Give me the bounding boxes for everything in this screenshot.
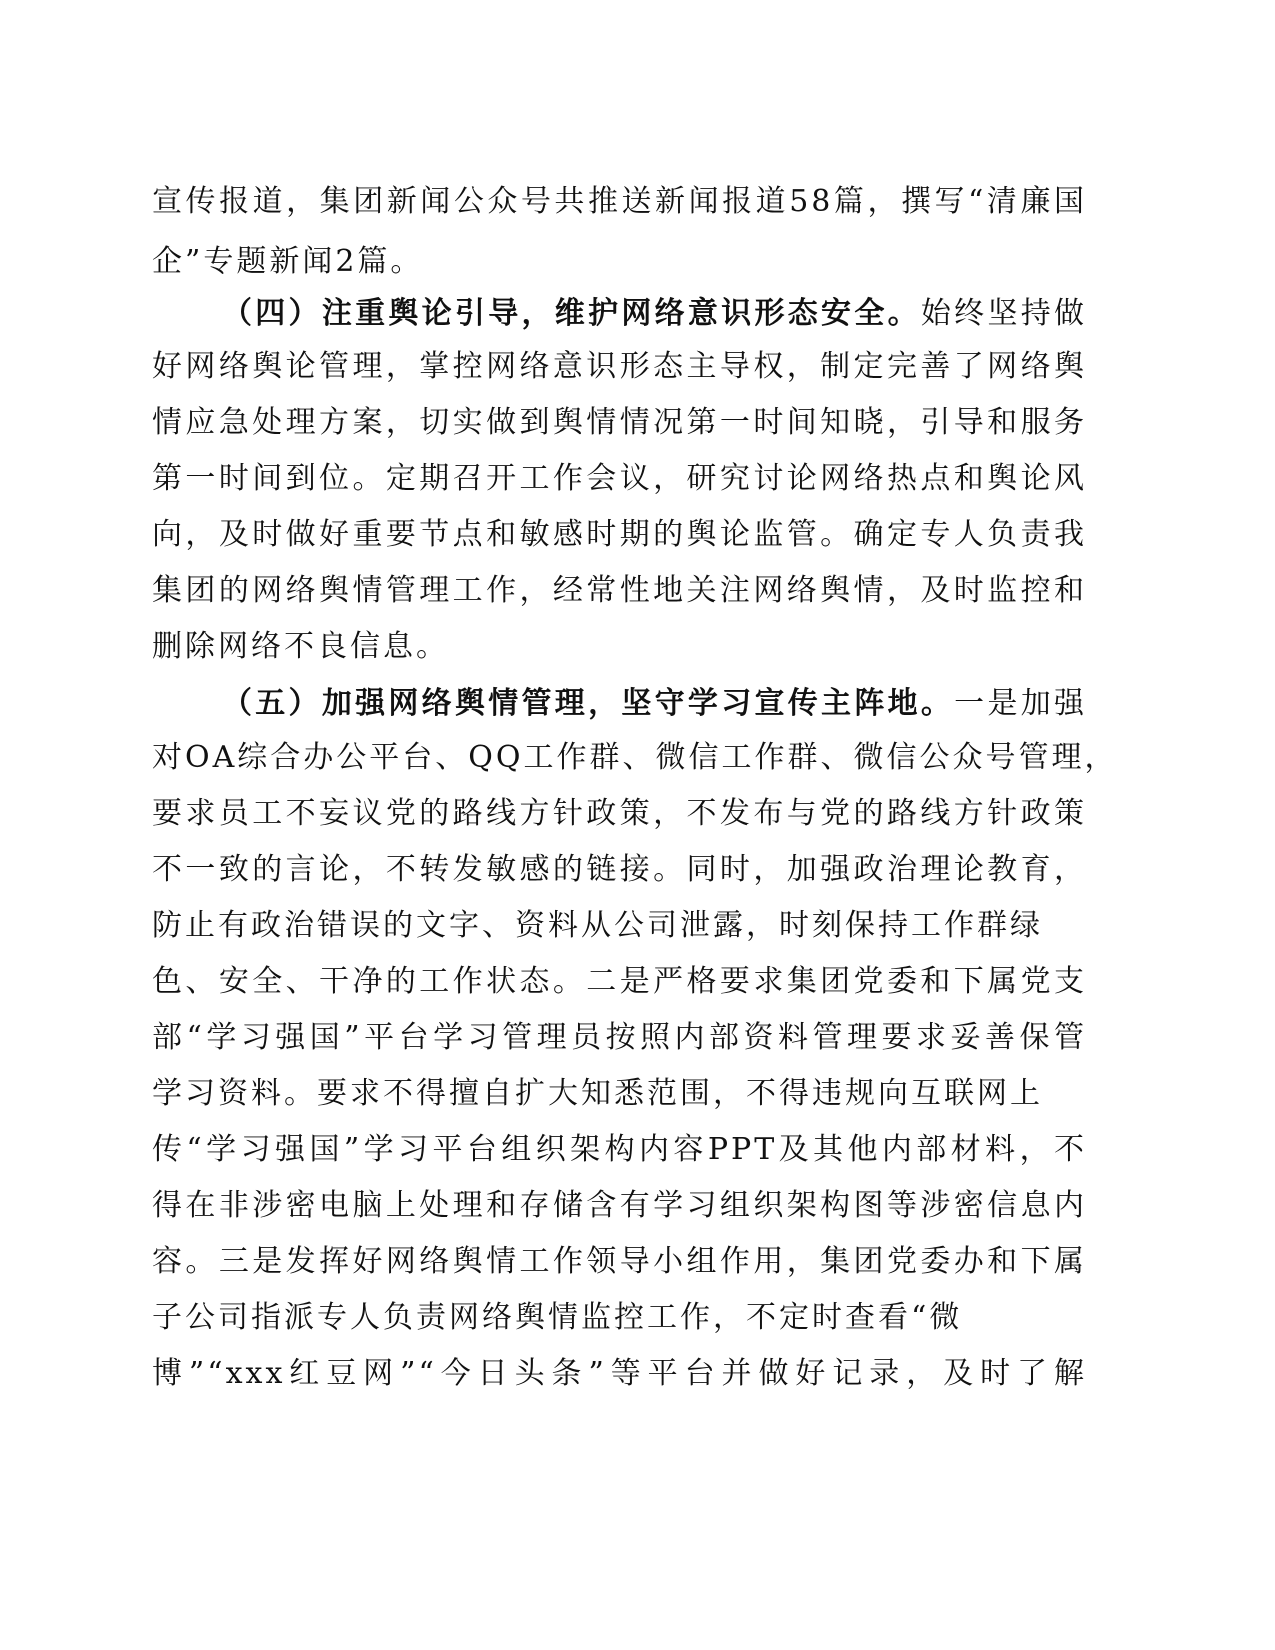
- section-5-first-line: [222, 674, 1087, 734]
- body-line: 集团的网络舆情管理工作，经常性地关注网络舆情，及时监控和: [152, 573, 1087, 608]
- body-line: 删除网络不良信息。: [152, 629, 449, 664]
- body-line: 不一致的言论，不转发敏感的链接。同时，加强政治理论教育，: [152, 852, 1087, 887]
- body-line: 向，及时做好重要节点和敏感时期的舆论监管。确定专人负责我: [152, 517, 1087, 552]
- body-line: 企”专题新闻2篇。: [152, 244, 424, 279]
- body-line: 传“学习强国”学习平台组织架构内容PPT及其他内部材料，不: [152, 1132, 1087, 1167]
- section-5-heading: （五）加强网络舆情管理，坚守学习宣传主阵地。: [222, 686, 955, 721]
- body-line: 色、安全、干净的工作状态。二是严格要求集团党委和下属党支: [152, 964, 1087, 999]
- body-line: 得在非涉密电脑上处理和存储含有学习组织架构图等涉密信息内: [152, 1188, 1087, 1223]
- body-line: 部“学习强国”平台学习管理员按照内部资料管理要求妥善保管: [152, 1020, 1087, 1055]
- section-4-heading: （四）注重舆论引导，维护网络意识形态安全。: [222, 296, 921, 331]
- body-line: 要求员工不妄议党的路线方针政策，不发布与党的路线方针政策: [152, 796, 1087, 831]
- body-line: 对OA综合办公平台、QQ工作群、微信工作群、微信公众号管理，: [152, 740, 1118, 775]
- body-line: 宣传报道，集团新闻公众号共推送新闻报道58篇，撰写“清廉国: [152, 184, 1087, 219]
- body-line: 博”“xxx红豆网”“今日头条”等平台并做好记录，及时了解: [152, 1356, 1087, 1391]
- body-line: 情应急处理方案，切实做到舆情情况第一时间知晓，引导和服务: [152, 405, 1087, 440]
- body-line: 学习资料。要求不得擅自扩大知悉范围，不得违规向互联网上: [152, 1076, 1043, 1111]
- section-5-lead-text: 一是加强: [954, 686, 1088, 721]
- body-line: 防止有政治错误的文字、资料从公司泄露，时刻保持工作群绿: [152, 908, 1043, 943]
- section-4-first-line: [222, 284, 1087, 344]
- body-line: 好网络舆论管理，掌控网络意识形态主导权，制定完善了网络舆: [152, 349, 1087, 384]
- body-line: 子公司指派专人负责网络舆情监控工作，不定时查看“微: [152, 1300, 963, 1335]
- body-line: 容。三是发挥好网络舆情工作领导小组作用，集团党委办和下属: [152, 1244, 1087, 1279]
- section-4-lead-text: 始终坚持做: [920, 296, 1088, 331]
- body-line: 第一时间到位。定期召开工作会议，研究讨论网络热点和舆论风: [152, 461, 1087, 496]
